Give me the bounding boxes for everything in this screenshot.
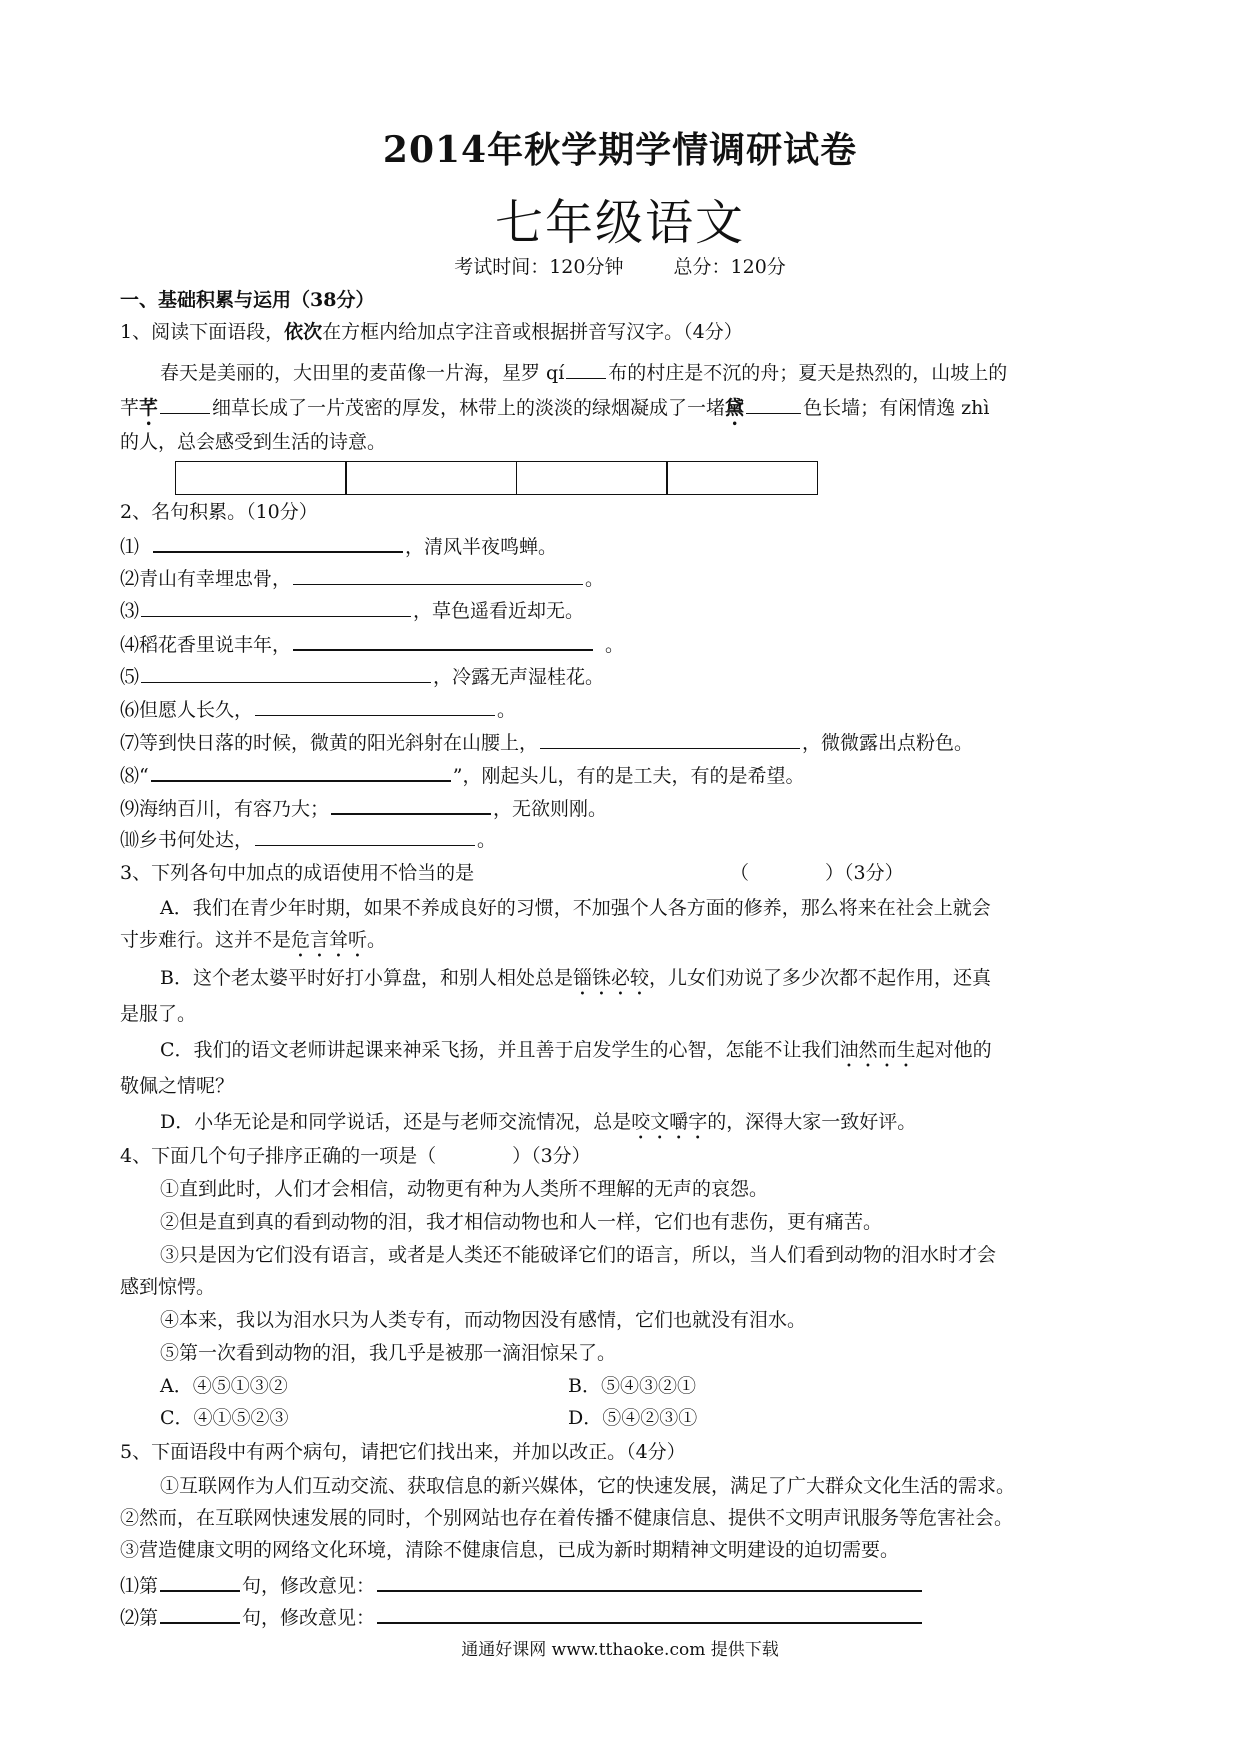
q2-item-6	[120, 697, 516, 722]
q4-prompt: 4、下面几个句子排序正确的一项是（ ）（3分）	[120, 1145, 591, 1167]
q2-blank-8[interactable]	[151, 762, 451, 782]
q3-text: 。	[367, 929, 387, 951]
q5-answer-1	[120, 1572, 924, 1598]
q2-blank-7[interactable]	[540, 730, 800, 749]
q4-sentence-1: ①直到此时，人们才会相信，动物更有种为人类所不理解的无声的哀怨。	[160, 1178, 769, 1200]
item-num: ⑺	[120, 732, 140, 754]
q1-prompt	[120, 320, 743, 344]
q2-item-8	[120, 762, 804, 788]
section-heading: 一、基础积累与运用（38分）	[120, 289, 375, 311]
item-post: 。	[497, 699, 517, 721]
answer-box-2[interactable]	[345, 461, 517, 495]
q5-line-2: ②然而，在互联网快速发展的同时，个别网站也存在着传播不健康信息、提供不文明声讯服务等危害社会。	[120, 1507, 1014, 1529]
q3-answer-paren[interactable]: （ ）（3分）	[730, 862, 904, 884]
q4-sentence-2: ②但是直到真的看到动物的泪，我才相信动物也和人一样，它们也有悲伤，更有痛苦。	[160, 1211, 883, 1233]
q2-item-9	[120, 795, 607, 821]
item-post: ，无欲则刚。	[493, 798, 608, 820]
q2-blank-4[interactable]	[293, 631, 593, 651]
q2-item-10	[120, 827, 496, 852]
q4-sentence-3b: 感到惊愕。	[120, 1276, 216, 1298]
q1-text: 细草长成了一片茂密的厚发，林带上的淡淡的绿烟凝成了一堵	[212, 397, 726, 419]
q4-sentence-4: ④本来，我以为泪水只为人类专有，而动物因没有感情，它们也就没有泪水。	[160, 1309, 807, 1331]
item-num: ⑻	[120, 765, 140, 787]
item-num: ⑹	[120, 699, 140, 721]
q2-blank-5[interactable]	[141, 664, 431, 683]
q3-option-d	[160, 1110, 916, 1144]
q3-text: 寸步难行。这并不是	[120, 929, 292, 951]
exam-time: 考试时间：120分钟	[454, 256, 624, 278]
q2-item-3	[120, 598, 584, 623]
q2-blank-10[interactable]	[255, 827, 475, 846]
q3-text: D．小华无论是和同学说话，还是与老师交流情况，总是	[160, 1111, 632, 1133]
item-post: ，冷露无声湿桂花。	[433, 666, 605, 688]
q1-passage-line2	[120, 395, 989, 430]
q3-text: 起对他的	[915, 1039, 992, 1061]
q2-blank-9[interactable]	[331, 795, 491, 815]
item-pre: 青山有幸埋忠骨，	[139, 568, 292, 590]
q3-dotted-idiom: 咬文嚼字	[631, 1111, 708, 1133]
q1-prompt-post: 在方框内给加点字注音或根据拼音写汉字。（4分）	[322, 321, 743, 343]
answer-box-4[interactable]	[666, 461, 818, 495]
q5-answer-label: 句，修改意见：	[242, 1607, 376, 1629]
q2-blank-1[interactable]	[153, 533, 403, 553]
q5-sentence-blank-1[interactable]	[160, 1572, 240, 1592]
item-num: ⑸	[120, 666, 140, 688]
q4-option-a: A．④⑤①③②	[160, 1375, 288, 1397]
q5-sentence-blank-2[interactable]	[160, 1604, 240, 1624]
q2-prompt: 2、名句积累。（10分）	[120, 501, 318, 523]
item-num: ⑼	[120, 798, 140, 820]
exam-subject: 七年级语文	[494, 195, 745, 251]
item-post: 。	[605, 634, 625, 656]
q3-option-a-line2	[120, 928, 386, 962]
q2-blank-3[interactable]	[141, 598, 411, 617]
q5-answer-label: ⑵第	[120, 1607, 159, 1629]
q2-blank-2[interactable]	[293, 566, 583, 585]
q4-sentence-5: ⑤第一次看到动物的泪，我几乎是被那一滴泪惊呆了。	[160, 1342, 617, 1364]
item-post: 。	[477, 829, 497, 851]
item-num: ⑷	[120, 634, 140, 656]
q3-text: B．这个老太婆平时好打小算盘，和别人相处总是	[160, 967, 573, 989]
q3-dotted-idiom: 油然而生	[839, 1039, 916, 1061]
item-num: ⑴	[120, 536, 140, 558]
q1-dotted-char: 黛	[725, 397, 745, 419]
item-post: ，微微露出点粉色。	[802, 732, 974, 754]
exam-title: 2014年秋学期学情调研试卷	[382, 129, 858, 171]
q2-item-5	[120, 664, 604, 689]
q2-item-4	[120, 631, 624, 657]
q1-text: 春天是美丽的，大田里的麦苗像一片海，星罗 qí	[160, 362, 565, 384]
q1-text: 布的村庄是不沉的舟；夏天是热烈的，山坡上的	[608, 362, 1008, 384]
q3-text: 的，深得大家一致好评。	[707, 1111, 917, 1133]
q5-revision-blank-1[interactable]	[377, 1572, 922, 1592]
q3-dotted-idiom: 锱铢必较	[572, 967, 649, 989]
item-pre: 但愿人长久，	[139, 699, 254, 721]
q1-blank-3[interactable]	[746, 395, 801, 414]
q1-text: 色长墙；有闲情逸 zhì	[803, 397, 990, 419]
item-post: ”，刚起头儿，有的是工夫，有的是希望。	[452, 765, 805, 787]
q3-prompt: 3、下列各句中加点的成语使用不恰当的是	[120, 862, 475, 884]
q4-option-b: B．⑤④③②①	[568, 1375, 696, 1397]
item-num: ⑵	[120, 568, 140, 590]
q4-option-d: D．⑤④②③①	[568, 1407, 698, 1429]
q5-revision-blank-2[interactable]	[377, 1604, 922, 1624]
item-pre: 乡书何处达，	[139, 829, 254, 851]
q2-item-2	[120, 566, 604, 591]
q3-option-c-line2: 敬佩之情呢？	[120, 1075, 235, 1097]
q5-line-3: ③营造健康文明的网络文化环境，清除不健康信息，已成为新时期精神文明建设的迫切需要。	[120, 1539, 900, 1561]
item-post: ，草色遥看近却无。	[413, 600, 585, 622]
q1-blank-1[interactable]	[566, 360, 606, 379]
q1-dotted-char: 芊	[139, 397, 159, 419]
q1-passage-line3: 的人，总会感受到生活的诗意。	[120, 431, 387, 453]
exam-total-score: 总分：120分	[673, 256, 786, 278]
q2-blank-6[interactable]	[255, 697, 495, 716]
item-num: ⑽	[120, 829, 140, 851]
q3-option-b-line1	[160, 966, 991, 1000]
footer-source: 通通好课网 www.tthaoke.com 提供下载	[461, 1640, 779, 1660]
q3-option-c-line1	[160, 1038, 992, 1072]
q5-prompt: 5、下面语段中有两个病句，请把它们找出来，并加以改正。（4分）	[120, 1441, 686, 1463]
q5-answer-label: 句，修改意见：	[242, 1575, 376, 1597]
q3-option-a-line1: A．我们在青少年时期，如果不养成良好的习惯，不加强个人各方面的修养，那么将来在社会上就会	[160, 897, 991, 919]
item-pre: 等到快日落的时候，微黄的阳光斜射在山腰上，	[139, 732, 539, 754]
q5-answer-2	[120, 1604, 924, 1630]
q5-answer-label: ⑴第	[120, 1575, 159, 1597]
item-pre: “	[139, 765, 149, 787]
q1-passage-line1	[160, 360, 1007, 385]
item-num: ⑶	[120, 600, 140, 622]
answer-box-1[interactable]	[175, 461, 347, 495]
q1-text: 芊	[120, 397, 140, 419]
answer-box-3[interactable]	[516, 461, 668, 495]
q4-option-c: C．④①⑤②③	[160, 1407, 289, 1429]
q3-option-b-line2: 是服了。	[120, 1003, 197, 1025]
q3-dotted-idiom: 危言耸听	[291, 929, 368, 951]
item-post: ，清风半夜鸣蝉。	[405, 536, 558, 558]
exam-meta	[0, 252, 1240, 279]
q2-item-1	[120, 533, 557, 559]
q1-prompt-pre: 1、阅读下面语段，	[120, 321, 285, 343]
q1-blank-2[interactable]	[160, 395, 210, 414]
item-pre: 稻花香里说丰年，	[139, 634, 292, 656]
q1-prompt-bold: 依次	[284, 321, 323, 343]
q2-item-7	[120, 730, 973, 755]
item-pre: 海纳百川，有容乃大；	[139, 798, 330, 820]
q1-answer-boxes	[176, 461, 818, 493]
q4-sentence-3a: ③只是因为它们没有语言，或者是人类还不能破译它们的语言，所以，当人们看到动物的泪水时才会	[160, 1244, 997, 1266]
q3-text: C．我们的语文老师讲起课来神采飞扬，并且善于启发学生的心智，怎能不让我们	[160, 1039, 840, 1061]
q3-text: ，儿女们劝说了多少次都不起作用，还真	[648, 967, 991, 989]
item-post: 。	[585, 568, 605, 590]
q5-line-1: ①互联网作为人们互动交流、获取信息的新兴媒体，它的快速发展，满足了广大群众文化生活的需求。	[160, 1475, 1016, 1497]
